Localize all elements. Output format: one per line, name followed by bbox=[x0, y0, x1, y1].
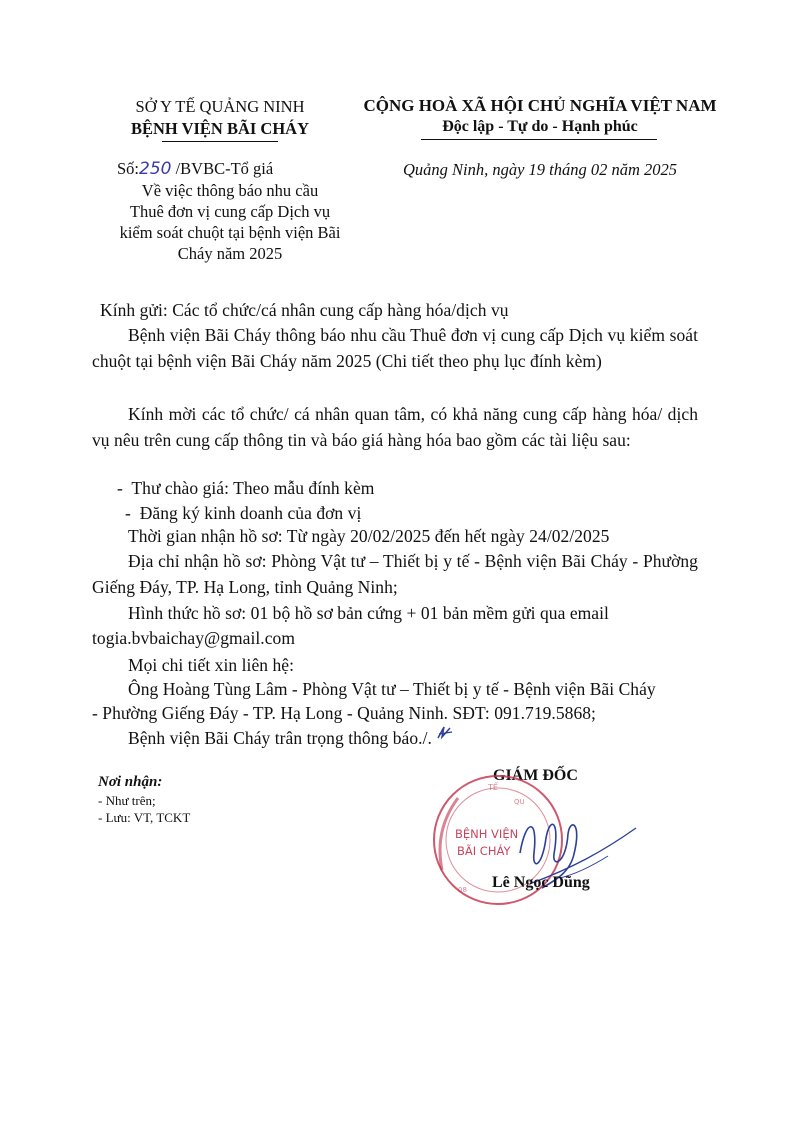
svg-text:08: 08 bbox=[458, 886, 467, 894]
svg-text:TẾ: TẾ bbox=[488, 783, 498, 792]
seal-text bbox=[455, 826, 518, 860]
bullet-item: - Đăng ký kinh doanh của đơn vị bbox=[125, 503, 362, 523]
recipient-line: Kính gửi: Các tổ chức/cá nhân cung cấp hàng hóa/dịch vụ bbox=[100, 300, 509, 320]
contact-address: - Phường Giếng Đáy - TP. Hạ Long - Quảng Ninh. SĐT: 091.719.5868; bbox=[92, 703, 596, 723]
contact-person: Ông Hoàng Tùng Lâm - Phòng Vật tư – Thiết bị y tế - Bệnh viện Bãi Cháy bbox=[128, 679, 656, 699]
document-subject bbox=[95, 180, 365, 264]
bullet-item: - Thư chào giá: Theo mẫu đính kèm bbox=[117, 478, 375, 498]
signer-title: GIÁM ĐỐC bbox=[493, 767, 578, 784]
seal-line: BÃI CHÁY bbox=[457, 844, 511, 858]
place-date: Quảng Ninh, ngày 19 tháng 02 năm 2025 bbox=[402, 160, 678, 179]
hospital-name: BỆNH VIỆN BÃI CHÁY bbox=[130, 119, 310, 138]
recipients-block bbox=[98, 772, 298, 826]
nation-title: CỘNG HOÀ XÃ HỘI CHỦ NGHĨA VIỆT NAM bbox=[363, 96, 717, 115]
bullet-text: Đăng ký kinh doanh của đơn vị bbox=[139, 503, 362, 523]
closing-line bbox=[128, 725, 548, 751]
motto-underline bbox=[421, 139, 657, 140]
submission-form-text: Hình thức hồ sơ: 01 bộ hồ sơ bản cứng + 01 bản mềm gửi qua email bbox=[128, 603, 609, 623]
recipients-title: Nơi nhận: bbox=[98, 774, 163, 790]
number-suffix: /BVBC-Tổ giá bbox=[175, 159, 274, 178]
handwritten-number: 250 bbox=[139, 159, 172, 179]
submission-email: togia.bvbaichay@gmail.com bbox=[92, 628, 296, 648]
signer-name: Lê Ngọc Dũng bbox=[492, 874, 590, 891]
bullet-text: Thư chào giá: Theo mẫu đính kèm bbox=[131, 478, 375, 498]
subject-line: Cháy năm 2025 bbox=[177, 244, 283, 263]
document-number bbox=[117, 158, 347, 180]
submission-form bbox=[92, 600, 698, 626]
subject-line: Thuê đơn vị cung cấp Dịch vụ bbox=[129, 202, 331, 221]
seal-line: BỆNH VIỆN bbox=[455, 827, 519, 841]
svg-text:QU: QU bbox=[514, 798, 525, 806]
submission-address: Địa chỉ nhận hồ sơ: Phòng Vật tư – Thiết bị y tế - Bệnh viện Bãi Cháy - Phường Giếng Đáy, TP. Hạ Long, tỉnh Quảng Ninh; bbox=[92, 551, 698, 597]
recipient-item: - Lưu: VT, TCKT bbox=[98, 810, 191, 825]
subject-line: Về việc thông báo nhu cầu bbox=[141, 181, 319, 200]
recipient-item: - Như trên; bbox=[98, 793, 156, 808]
submission-time: Thời gian nhận hồ sơ: Từ ngày 20/02/2025 đến hết ngày 24/02/2025 bbox=[128, 526, 610, 546]
contact-intro: Mọi chi tiết xin liên hệ: bbox=[128, 655, 295, 675]
motto: Độc lập - Tự do - Hạnh phúc bbox=[442, 118, 638, 135]
number-prefix: Số: bbox=[117, 159, 140, 178]
header-left bbox=[85, 96, 355, 140]
subject-line: kiểm soát chuột tại bệnh viện Bãi bbox=[119, 223, 341, 242]
closing-text: Bệnh viện Bãi Cháy trân trọng thông báo./. bbox=[128, 728, 432, 748]
agency-name: SỞ Y TẾ QUẢNG NINH bbox=[135, 97, 305, 116]
initial-mark-icon bbox=[436, 725, 454, 741]
paragraph-intro: Bệnh viện Bãi Cháy thông báo nhu cầu Thuê đơn vị cung cấp Dịch vụ kiểm soát chuột tại bệnh viện Bãi Cháy năm 2025 (Chi tiết theo phụ lục đính kèm) bbox=[92, 325, 698, 371]
hospital-underline bbox=[162, 141, 278, 142]
paragraph-invitation: Kính mời các tổ chức/ cá nhân quan tâm, có khả năng cung cấp hàng hóa/ dịch vụ nêu trên cung cấp thông tin và báo giá hàng hóa bao gồm các tài liệu sau: bbox=[92, 404, 698, 450]
